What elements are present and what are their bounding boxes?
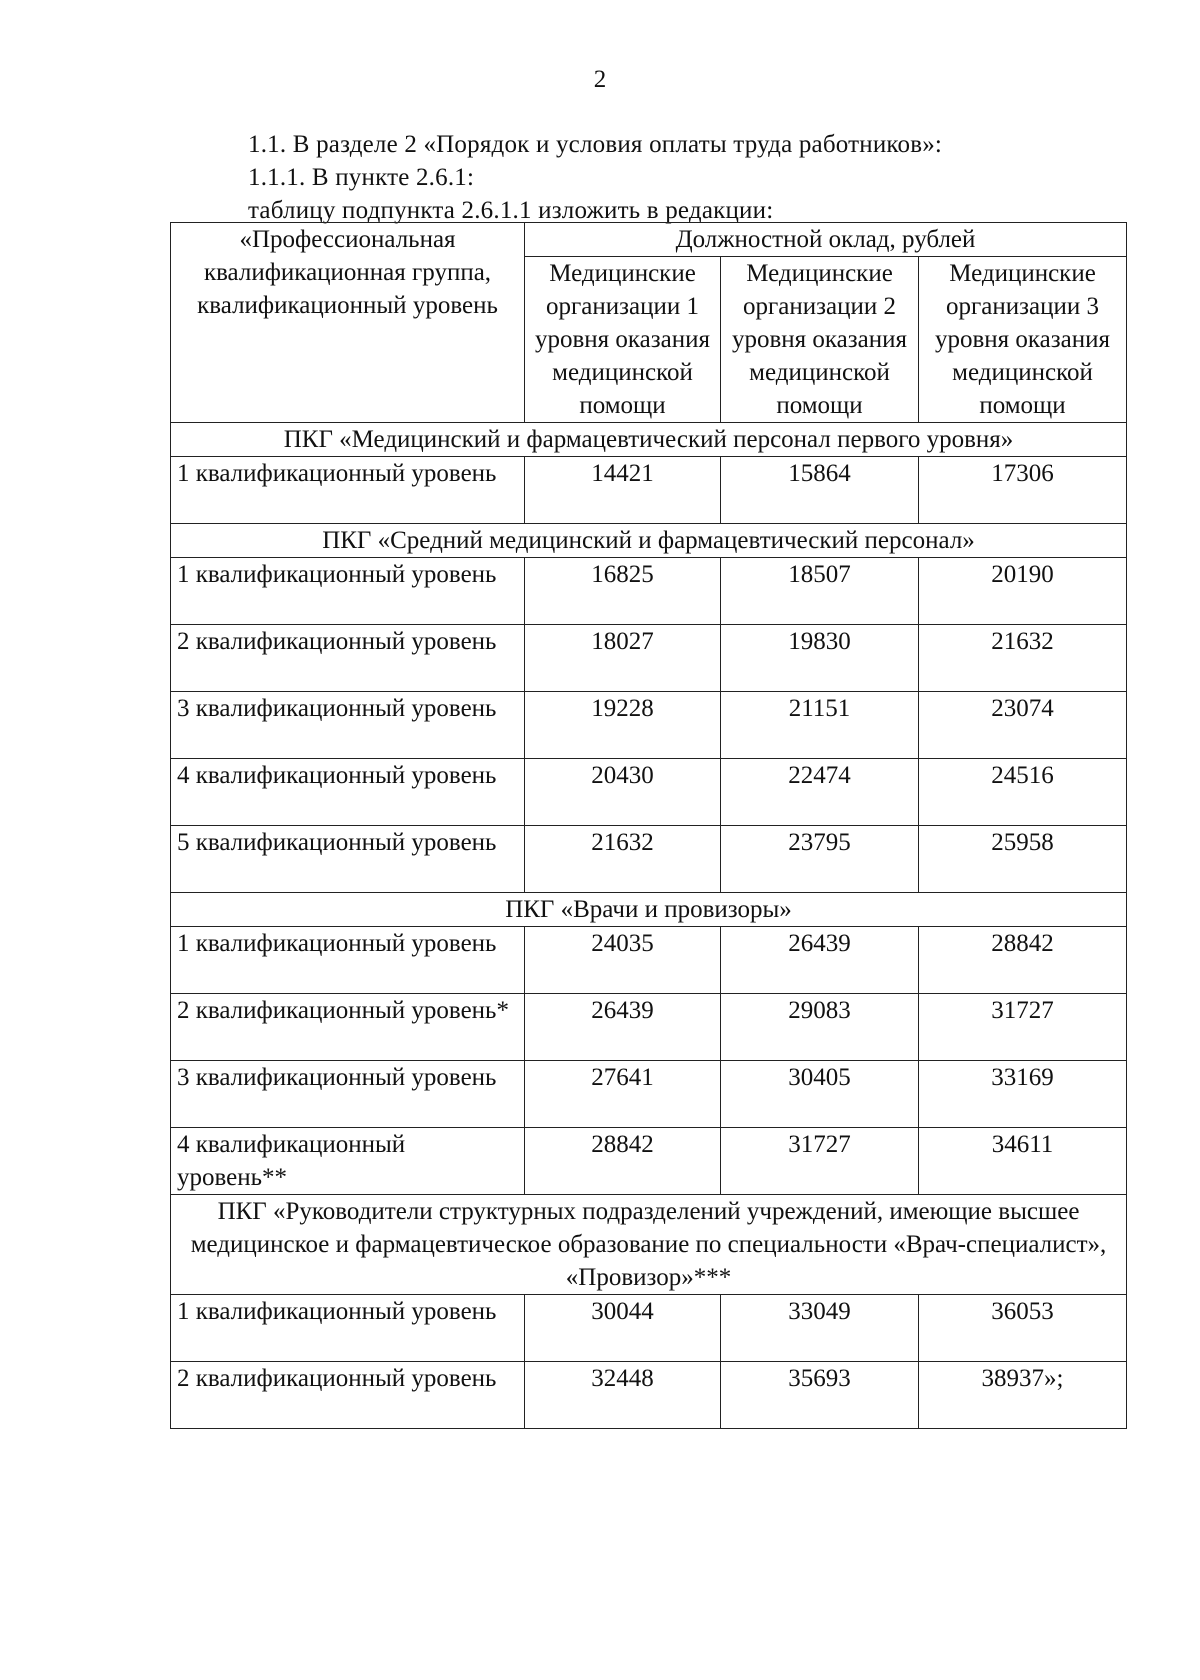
row-label: 1 квалификационный уровень [171, 457, 525, 524]
table-row [171, 1362, 1127, 1429]
salary-value-level-1: 14421 [525, 457, 721, 524]
table-row [171, 826, 1127, 893]
row-label: 3 квалификационный уровень [171, 692, 525, 759]
table-body [171, 423, 1127, 1429]
salary-value-level-3: 38937»; [919, 1362, 1127, 1429]
intro-line: таблицу подпункта 2.6.1.1 изложить в редакции: [248, 197, 774, 224]
salary-value-level-1: 21632 [525, 826, 721, 893]
salary-value-level-1: 24035 [525, 927, 721, 994]
row-label: 1 квалификационный уровень [171, 1295, 525, 1362]
row-label: 2 квалификационный уровень [171, 1362, 525, 1429]
salary-value-level-2: 18507 [721, 558, 919, 625]
intro-line: 1.1. В разделе 2 «Порядок и условия оплаты труда работников»: [248, 131, 943, 158]
salary-value-level-3: 28842 [919, 927, 1127, 994]
salary-value-level-1: 28842 [525, 1128, 721, 1195]
salary-value-level-2: 31727 [721, 1128, 919, 1195]
salary-value-level-3: 20190 [919, 558, 1127, 625]
intro-line: 1.1.1. В пункте 2.6.1: [248, 164, 475, 191]
salary-value-level-1: 30044 [525, 1295, 721, 1362]
salary-value-level-1: 26439 [525, 994, 721, 1061]
row-label: 4 квалификационный уровень [171, 759, 525, 826]
salary-value-level-3: 31727 [919, 994, 1127, 1061]
salary-value-level-1: 16825 [525, 558, 721, 625]
header-salary-column: Должностной оклад, рублей [525, 223, 1127, 257]
header-level-3: Медицинские организации 3 уровня оказания медицинской помощи [919, 257, 1127, 423]
row-label: 2 квалификационный уровень [171, 625, 525, 692]
section-row [171, 1195, 1127, 1295]
salary-value-level-2: 33049 [721, 1295, 919, 1362]
section-title: ПКГ «Средний медицинский и фармацевтический персонал» [171, 524, 1127, 558]
header-level-2: Медицинские организации 2 уровня оказания медицинской помощи [721, 257, 919, 423]
salary-value-level-1: 32448 [525, 1362, 721, 1429]
salary-value-level-2: 35693 [721, 1362, 919, 1429]
salary-value-level-3: 34611 [919, 1128, 1127, 1195]
section-row [171, 893, 1127, 927]
salary-value-level-2: 23795 [721, 826, 919, 893]
intro-text [248, 128, 942, 227]
salary-value-level-1: 19228 [525, 692, 721, 759]
row-label: 1 квалификационный уровень [171, 927, 525, 994]
salary-value-level-2: 15864 [721, 457, 919, 524]
salary-value-level-1: 20430 [525, 759, 721, 826]
salary-value-level-2: 26439 [721, 927, 919, 994]
section-title: ПКГ «Медицинский и фармацевтический персонал первого уровня» [171, 423, 1127, 457]
salary-value-level-2: 22474 [721, 759, 919, 826]
table-row [171, 927, 1127, 994]
table-row [171, 759, 1127, 826]
salary-value-level-3: 25958 [919, 826, 1127, 893]
salary-value-level-2: 21151 [721, 692, 919, 759]
section-title: ПКГ «Руководители структурных подразделений учреждений, имеющие высшее медицинское и фармацевтическое образование по специальности «Врач-специалист», «Провизор»*** [171, 1195, 1127, 1295]
row-label: 3 квалификационный уровень [171, 1061, 525, 1128]
row-label: 5 квалификационный уровень [171, 826, 525, 893]
row-label: 1 квалификационный уровень [171, 558, 525, 625]
header-level-1: Медицинские организации 1 уровня оказания медицинской помощи [525, 257, 721, 423]
table-row [171, 1128, 1127, 1195]
table-header [171, 223, 1127, 423]
salary-value-level-3: 17306 [919, 457, 1127, 524]
row-label: 4 квалификационный уровень** [171, 1128, 525, 1195]
table-row [171, 1061, 1127, 1128]
salary-value-level-2: 30405 [721, 1061, 919, 1128]
salary-value-level-1: 18027 [525, 625, 721, 692]
salary-value-level-2: 19830 [721, 625, 919, 692]
section-title: ПКГ «Врачи и провизоры» [171, 893, 1127, 927]
table-row [171, 692, 1127, 759]
header-group-column: «Профессиональная квалификационная группа, квалификационный уровень [171, 223, 525, 423]
section-row [171, 524, 1127, 558]
row-label: 2 квалификационный уровень* [171, 994, 525, 1061]
salary-value-level-3: 33169 [919, 1061, 1127, 1128]
salary-value-level-3: 36053 [919, 1295, 1127, 1362]
page-number: 2 [593, 66, 607, 93]
salary-value-level-3: 21632 [919, 625, 1127, 692]
salary-value-level-2: 29083 [721, 994, 919, 1061]
table-row [171, 457, 1127, 524]
table-row [171, 625, 1127, 692]
section-row [171, 423, 1127, 457]
salary-table [170, 222, 1127, 1429]
table-row [171, 994, 1127, 1061]
table-row [171, 1295, 1127, 1362]
salary-value-level-3: 23074 [919, 692, 1127, 759]
salary-value-level-1: 27641 [525, 1061, 721, 1128]
table-row [171, 558, 1127, 625]
salary-value-level-3: 24516 [919, 759, 1127, 826]
